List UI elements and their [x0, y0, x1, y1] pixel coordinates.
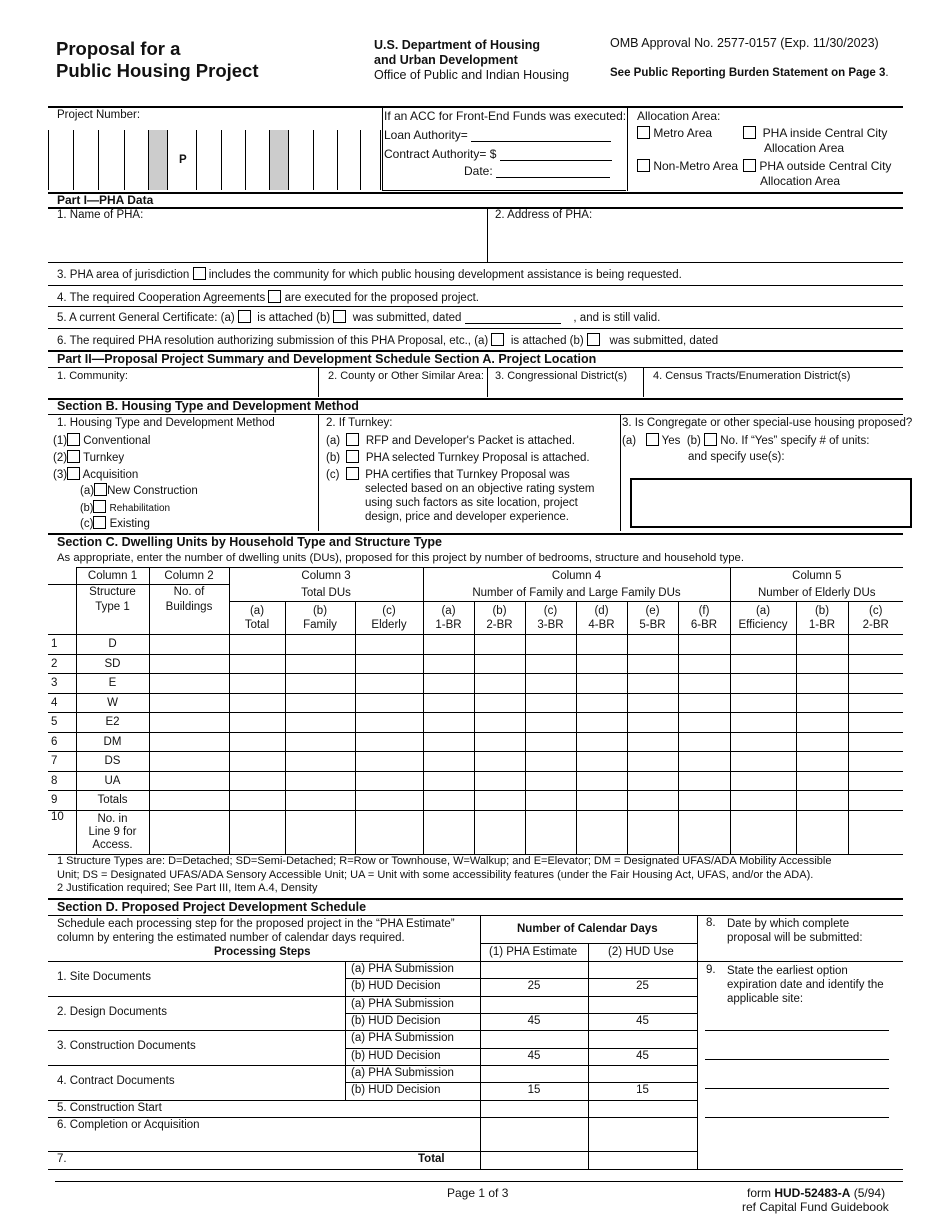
cell[interactable] — [627, 674, 678, 694]
cell[interactable] — [730, 693, 796, 713]
cell[interactable] — [730, 732, 796, 752]
cell[interactable] — [525, 771, 576, 791]
cell[interactable] — [730, 771, 796, 791]
cell[interactable] — [796, 752, 848, 772]
section-d-instructions: Schedule each processing step for the proposed project in the “PHA Estimate” column by entering the estimated number of calendar days required. — [57, 918, 455, 944]
cell[interactable] — [149, 771, 229, 791]
cell[interactable] — [149, 713, 229, 733]
resolution-row[interactable]: 6. The required PHA resolution authorizing submission of this PHA Proposal, etc., (a) is attached (b) was submitted, dated — [57, 335, 719, 347]
rehabilitation-checkbox[interactable]: (b) Rehabilitation — [80, 502, 171, 514]
cell[interactable] — [149, 791, 229, 811]
cell[interactable] — [474, 713, 525, 733]
form-number: form HUD-52483-A (5/94) — [747, 1186, 886, 1200]
pha-submission-label: (a) PHA Submission — [351, 1066, 454, 1079]
sub-3c: (c) Elderly — [355, 602, 423, 635]
structure-type: UA — [76, 771, 149, 791]
col4-header: Column 4 — [423, 568, 730, 585]
cell[interactable] — [423, 752, 474, 772]
row-number: 8 — [48, 771, 76, 791]
cell[interactable] — [355, 791, 423, 811]
table-row — [48, 732, 903, 752]
cell[interactable] — [229, 732, 285, 752]
cell[interactable] — [355, 654, 423, 674]
cell[interactable] — [796, 810, 848, 854]
cell[interactable] — [848, 713, 903, 733]
col4-subheader: Number of Family and Large Family DUs — [423, 585, 730, 602]
cell[interactable] — [423, 635, 474, 655]
table-row — [48, 674, 903, 694]
calendar-days-header: Number of Calendar Days — [517, 923, 658, 935]
turnkey-b-checkbox[interactable]: (b) PHA selected Turnkey Proposal is attached. — [326, 452, 590, 464]
guidebook-ref: ref Capital Fund Guidebook — [742, 1200, 889, 1214]
cell[interactable] — [848, 752, 903, 772]
item9-number: 9. — [706, 964, 716, 976]
omb-approval: OMB Approval No. 2577-0157 (Exp. 11/30/2023) — [610, 36, 879, 50]
community-field[interactable]: 1. Community: — [57, 370, 128, 382]
congressional-field[interactable]: 3. Congressional District(s) — [495, 370, 628, 382]
site-line-3[interactable] — [705, 1088, 889, 1089]
cell[interactable] — [627, 635, 678, 655]
part1-title: Part I—PHA Data — [57, 193, 154, 207]
processing-steps-header: Processing Steps — [214, 946, 311, 958]
cell[interactable] — [229, 674, 285, 694]
cell[interactable] — [525, 752, 576, 772]
cell[interactable] — [730, 752, 796, 772]
burden-statement: See Public Reporting Burden Statement on Page 3. — [610, 67, 889, 79]
cell[interactable] — [576, 674, 627, 694]
structure-type: E — [76, 674, 149, 694]
cell[interactable] — [678, 713, 730, 733]
cell[interactable] — [730, 791, 796, 811]
cell[interactable] — [149, 654, 229, 674]
cell[interactable] — [474, 654, 525, 674]
specify-use-label: and specify use(s): — [688, 451, 785, 463]
cell[interactable] — [285, 693, 355, 713]
dwelling-units-table — [48, 567, 903, 855]
cell[interactable] — [525, 810, 576, 854]
sub-3b: (b) Family — [285, 602, 355, 635]
section-b-title: Section B. Housing Type and Development Method — [57, 399, 359, 413]
cell[interactable] — [627, 693, 678, 713]
row-number: 7 — [48, 752, 76, 772]
cell[interactable] — [149, 674, 229, 694]
cell[interactable] — [474, 771, 525, 791]
cell[interactable] — [678, 654, 730, 674]
cell[interactable] — [627, 752, 678, 772]
census-field[interactable]: 4. Census Tracts/Enumeration District(s) — [653, 370, 851, 382]
p-letter: P — [179, 154, 187, 166]
cell[interactable] — [576, 752, 627, 772]
col1-header: Column 1 — [76, 568, 149, 585]
cell[interactable] — [576, 693, 627, 713]
cell[interactable] — [576, 810, 627, 854]
cell[interactable] — [796, 674, 848, 694]
row-number: 3 — [48, 674, 76, 694]
cell[interactable] — [285, 635, 355, 655]
cell[interactable] — [149, 693, 229, 713]
col5-header: Column 5 — [730, 568, 903, 585]
cell[interactable] — [796, 791, 848, 811]
cell[interactable] — [848, 635, 903, 655]
sub-4e: (e) 5-BR — [627, 602, 678, 635]
special-use-textbox[interactable] — [630, 478, 912, 528]
cell[interactable] — [285, 810, 355, 854]
cell[interactable] — [627, 713, 678, 733]
hud-decision-label: (b) HUD Decision — [351, 1084, 441, 1097]
cell[interactable] — [423, 771, 474, 791]
section-c-instructions: As appropriate, enter the number of dwelling units (DUs), proposed for this project by number of bedrooms, structure and household type. — [57, 552, 744, 564]
cell[interactable] — [149, 810, 229, 854]
congregate-heading: 3. Is Congregate or other special-use housing proposed? — [622, 417, 913, 429]
row-number: 2 — [48, 654, 76, 674]
completion-label: 6. Completion or Acquisition — [57, 1119, 200, 1131]
project-number-label: Project Number: — [57, 109, 141, 121]
cell[interactable] — [678, 635, 730, 655]
cell[interactable] — [848, 771, 903, 791]
col3-subheader: Total DUs — [229, 585, 423, 602]
cell[interactable] — [355, 771, 423, 791]
pha-estimate-value[interactable]: 45 — [527, 1014, 541, 1027]
cell[interactable] — [474, 810, 525, 854]
cell[interactable] — [525, 654, 576, 674]
cell[interactable] — [576, 771, 627, 791]
cell[interactable] — [229, 654, 285, 674]
pha-estimate-value[interactable]: 25 — [527, 980, 541, 993]
cell[interactable] — [576, 713, 627, 733]
cell[interactable] — [355, 713, 423, 733]
cell[interactable] — [423, 810, 474, 854]
existing-checkbox[interactable]: (c) Existing — [80, 518, 150, 530]
row-number: 5 — [48, 713, 76, 733]
acc-label: If an ACC for Front-End Funds was executed: — [384, 109, 627, 123]
cell[interactable] — [285, 654, 355, 674]
row-number: 9 — [48, 791, 76, 811]
acquisition-checkbox[interactable]: (3) Acquisition — [53, 469, 139, 481]
cell[interactable] — [525, 674, 576, 694]
step-label: 2. Design Documents — [57, 1005, 167, 1018]
cell[interactable] — [474, 635, 525, 655]
cell[interactable] — [355, 635, 423, 655]
county-field[interactable]: 2. County or Other Similar Area: — [328, 370, 484, 382]
turnkey-c-checkbox[interactable]: (c) PHA certifies that Turnkey Proposal was — [326, 469, 570, 481]
cell[interactable] — [229, 752, 285, 772]
cell[interactable] — [678, 810, 730, 854]
congregate-yes-no[interactable]: (a) Yes (b) No. If “Yes” specify # of units: — [622, 435, 870, 447]
row-number: 10 — [48, 810, 76, 854]
pha-inside-checkbox[interactable]: PHA inside Central City — [743, 126, 887, 140]
col1-subheader: Structure Type 1 — [76, 585, 149, 635]
row-number: 1 — [48, 635, 76, 655]
turnkey-a-checkbox[interactable]: (a) RFP and Developer's Packet is attached. — [326, 435, 575, 447]
step7-label: 7. — [57, 1153, 67, 1165]
cell[interactable] — [474, 674, 525, 694]
conventional-checkbox[interactable]: (1) Conventional — [53, 435, 151, 447]
cell[interactable] — [149, 635, 229, 655]
step-label: 4. Contract Documents — [57, 1074, 175, 1087]
cell[interactable] — [796, 713, 848, 733]
cell[interactable] — [474, 791, 525, 811]
col2-header: Column 2 — [149, 568, 229, 585]
site-line-1[interactable] — [705, 1030, 889, 1031]
metro-area-checkbox[interactable]: Metro Area — [637, 126, 712, 140]
pha-address-field[interactable]: 2. Address of PHA: — [495, 209, 593, 221]
cell[interactable] — [229, 771, 285, 791]
turnkey-c-text: selected based on an objective rating system using such factors as site location, project design, price and developer experience. — [365, 483, 595, 523]
cell[interactable] — [678, 693, 730, 713]
cell[interactable] — [474, 752, 525, 772]
cell[interactable] — [730, 635, 796, 655]
cell[interactable] — [848, 732, 903, 752]
cell[interactable] — [423, 713, 474, 733]
cell[interactable] — [423, 674, 474, 694]
cell[interactable] — [355, 693, 423, 713]
structure-type: Totals — [76, 791, 149, 811]
cell[interactable] — [285, 732, 355, 752]
cell[interactable] — [355, 732, 423, 752]
item8-label: Date by which complete proposal will be submitted: — [727, 918, 863, 944]
cell[interactable] — [848, 674, 903, 694]
cell[interactable] — [229, 713, 285, 733]
hud-use-header: (2) HUD Use — [608, 946, 674, 958]
cell[interactable] — [285, 771, 355, 791]
cell[interactable] — [576, 791, 627, 811]
cell[interactable] — [678, 752, 730, 772]
cell[interactable] — [848, 654, 903, 674]
cell[interactable] — [848, 791, 903, 811]
cell[interactable] — [525, 635, 576, 655]
construction-start-label: 5. Construction Start — [57, 1102, 162, 1114]
turnkey-checkbox[interactable]: (2) Turnkey — [53, 452, 125, 464]
cell[interactable] — [525, 791, 576, 811]
table-row — [48, 654, 903, 674]
cell[interactable] — [627, 732, 678, 752]
pha-submission-label: (a) PHA Submission — [351, 1032, 454, 1045]
structure-type: W — [76, 693, 149, 713]
hud-decision-label: (b) HUD Decision — [351, 980, 441, 993]
cell[interactable] — [796, 771, 848, 791]
cell[interactable] — [678, 771, 730, 791]
loan-authority-field[interactable]: Loan Authority= — [384, 128, 611, 142]
cell[interactable] — [730, 654, 796, 674]
item8-number: 8. — [706, 917, 716, 929]
cell[interactable] — [848, 810, 903, 854]
cell[interactable] — [355, 810, 423, 854]
structure-footnotes: 1 Structure Types are: D=Detached; SD=Semi-Detached; R=Row or Townhouse, W=Walkup; and E=Elevator; DM = Designated UFAS/ADA Mobility Accessible Unit; DS = Designated UFAS/ADA Sensory Accessible Unit; UA = Unit with some accessibility features (under the Fair Housing Act, UFAS, and/or the ADA). 2 Justification required; See Part III, Item A.4, Density — [57, 855, 832, 894]
table-row — [48, 713, 903, 733]
pha-name-field[interactable]: 1. Name of PHA: — [57, 209, 144, 221]
cell[interactable] — [423, 791, 474, 811]
section-c-title: Section C. Dwelling Units by Household Type and Structure Type — [57, 535, 442, 549]
cell[interactable] — [474, 732, 525, 752]
cell[interactable] — [285, 674, 355, 694]
cell[interactable] — [285, 791, 355, 811]
col3-header: Column 3 — [229, 568, 423, 585]
acc-date-field[interactable]: Date: — [464, 164, 610, 178]
cell[interactable] — [796, 654, 848, 674]
step-label: 1. Site Documents — [57, 971, 151, 983]
cell[interactable] — [285, 752, 355, 772]
pha-estimate-value[interactable]: 45 — [527, 1049, 541, 1062]
cooperation-row[interactable]: 4. The required Cooperation Agreements are executed for the proposed project. — [57, 292, 479, 304]
structure-type: DM — [76, 732, 149, 752]
certificate-row[interactable]: 5. A current General Certificate: (a) is attached (b) was submitted, dated , and is still valid. — [57, 312, 661, 324]
pha-estimate-value[interactable]: 15 — [527, 1084, 541, 1097]
jurisdiction-row[interactable]: 3. PHA area of jurisdiction includes the community for which public housing development assistance is being requested. — [57, 269, 682, 281]
structure-type: DS — [76, 752, 149, 772]
table-row — [48, 693, 903, 713]
cell[interactable] — [229, 791, 285, 811]
sub-3a: (a) Total — [229, 602, 285, 635]
non-metro-checkbox[interactable]: Non-Metro Area — [637, 159, 738, 173]
cell[interactable] — [525, 732, 576, 752]
sub-5a: (a) Efficiency — [730, 602, 796, 635]
housing-type-heading: 1. Housing Type and Development Method — [57, 417, 275, 429]
sub-4d: (d) 4-BR — [576, 602, 627, 635]
pha-outside-label-2: Allocation Area — [760, 174, 841, 188]
total-label: Total — [418, 1153, 445, 1165]
row-access-label: No. in Line 9 for Access. — [76, 810, 149, 854]
cell[interactable] — [525, 693, 576, 713]
cell[interactable] — [730, 810, 796, 854]
cell[interactable] — [525, 713, 576, 733]
cell[interactable] — [796, 635, 848, 655]
part2-title: Part II—Proposal Project Summary and Development Schedule Section A. Project Location — [57, 352, 597, 366]
project-number-boxes[interactable] — [48, 130, 380, 190]
sub-4c: (c) 3-BR — [525, 602, 576, 635]
cell[interactable] — [730, 674, 796, 694]
pha-outside-checkbox[interactable]: PHA outside Central City — [743, 159, 891, 173]
cell[interactable] — [423, 732, 474, 752]
pha-estimate-header: (1) PHA Estimate — [489, 946, 578, 958]
sub-5b: (b) 1-BR — [796, 602, 848, 635]
cell[interactable] — [848, 693, 903, 713]
sub-4a: (a) 1-BR — [423, 602, 474, 635]
structure-type: E2 — [76, 713, 149, 733]
structure-type: D — [76, 635, 149, 655]
table-row — [48, 791, 903, 811]
hud-decision-label: (b) HUD Decision — [351, 1049, 441, 1062]
cell[interactable] — [576, 654, 627, 674]
site-line-4[interactable] — [705, 1117, 889, 1118]
cell[interactable] — [576, 635, 627, 655]
table-row — [48, 635, 903, 655]
department-block: U.S. Department of Housing and Urban Development Office of Public and Indian Housing — [374, 38, 570, 82]
cell[interactable] — [149, 732, 229, 752]
cell[interactable] — [730, 713, 796, 733]
row-number: 6 — [48, 732, 76, 752]
pha-submission-label: (a) PHA Submission — [351, 997, 454, 1010]
hud-use-value[interactable]: 45 — [636, 1014, 649, 1027]
cell[interactable] — [474, 693, 525, 713]
cell[interactable] — [355, 674, 423, 694]
cell[interactable] — [423, 693, 474, 713]
hud-use-value[interactable]: 15 — [636, 1084, 649, 1097]
structure-type: SD — [76, 654, 149, 674]
row-number: 4 — [48, 693, 76, 713]
sub-4b: (b) 2-BR — [474, 602, 525, 635]
cell[interactable] — [576, 732, 627, 752]
cell[interactable] — [678, 674, 730, 694]
turnkey-heading: 2. If Turnkey: — [326, 417, 393, 429]
page-number: Page 1 of 3 — [447, 1186, 509, 1200]
cell[interactable] — [627, 791, 678, 811]
sub-4f: (f) 6-BR — [678, 602, 730, 635]
cell[interactable] — [678, 791, 730, 811]
cell[interactable] — [229, 810, 285, 854]
sub-5c: (c) 2-BR — [848, 602, 903, 635]
cell[interactable] — [796, 693, 848, 713]
hud-use-value[interactable]: 45 — [636, 1049, 649, 1062]
site-line-2[interactable] — [705, 1059, 889, 1060]
col5-subheader: Number of Elderly DUs — [730, 585, 903, 602]
cell[interactable] — [285, 713, 355, 733]
table-row — [48, 752, 903, 772]
contract-authority-field[interactable]: Contract Authority= $ — [384, 147, 612, 161]
cell[interactable] — [149, 752, 229, 772]
allocation-area-label: Allocation Area: — [637, 109, 721, 123]
form-title: Proposal for a Public Housing Project — [56, 38, 259, 81]
cell[interactable] — [229, 693, 285, 713]
section-d-title: Section D. Proposed Project Development Schedule — [57, 900, 367, 914]
cell[interactable] — [627, 654, 678, 674]
hud-use-value[interactable]: 25 — [636, 980, 649, 993]
col2-subheader: No. of Buildings — [149, 585, 229, 635]
pha-inside-label-2: Allocation Area — [764, 141, 845, 155]
pha-submission-label: (a) PHA Submission — [351, 963, 454, 975]
new-construction-checkbox[interactable]: (a) New Construction — [80, 485, 198, 497]
item9-label: State the earliest option expiration date and identify the applicable site: — [727, 965, 884, 1005]
table-row — [48, 771, 903, 791]
cell[interactable] — [796, 732, 848, 752]
cell[interactable] — [423, 654, 474, 674]
cell[interactable] — [355, 752, 423, 772]
cell[interactable] — [627, 810, 678, 854]
cell[interactable] — [627, 771, 678, 791]
cell[interactable] — [678, 732, 730, 752]
hud-decision-label: (b) HUD Decision — [351, 1014, 441, 1027]
cell[interactable] — [229, 635, 285, 655]
step-label: 3. Construction Documents — [57, 1040, 196, 1053]
